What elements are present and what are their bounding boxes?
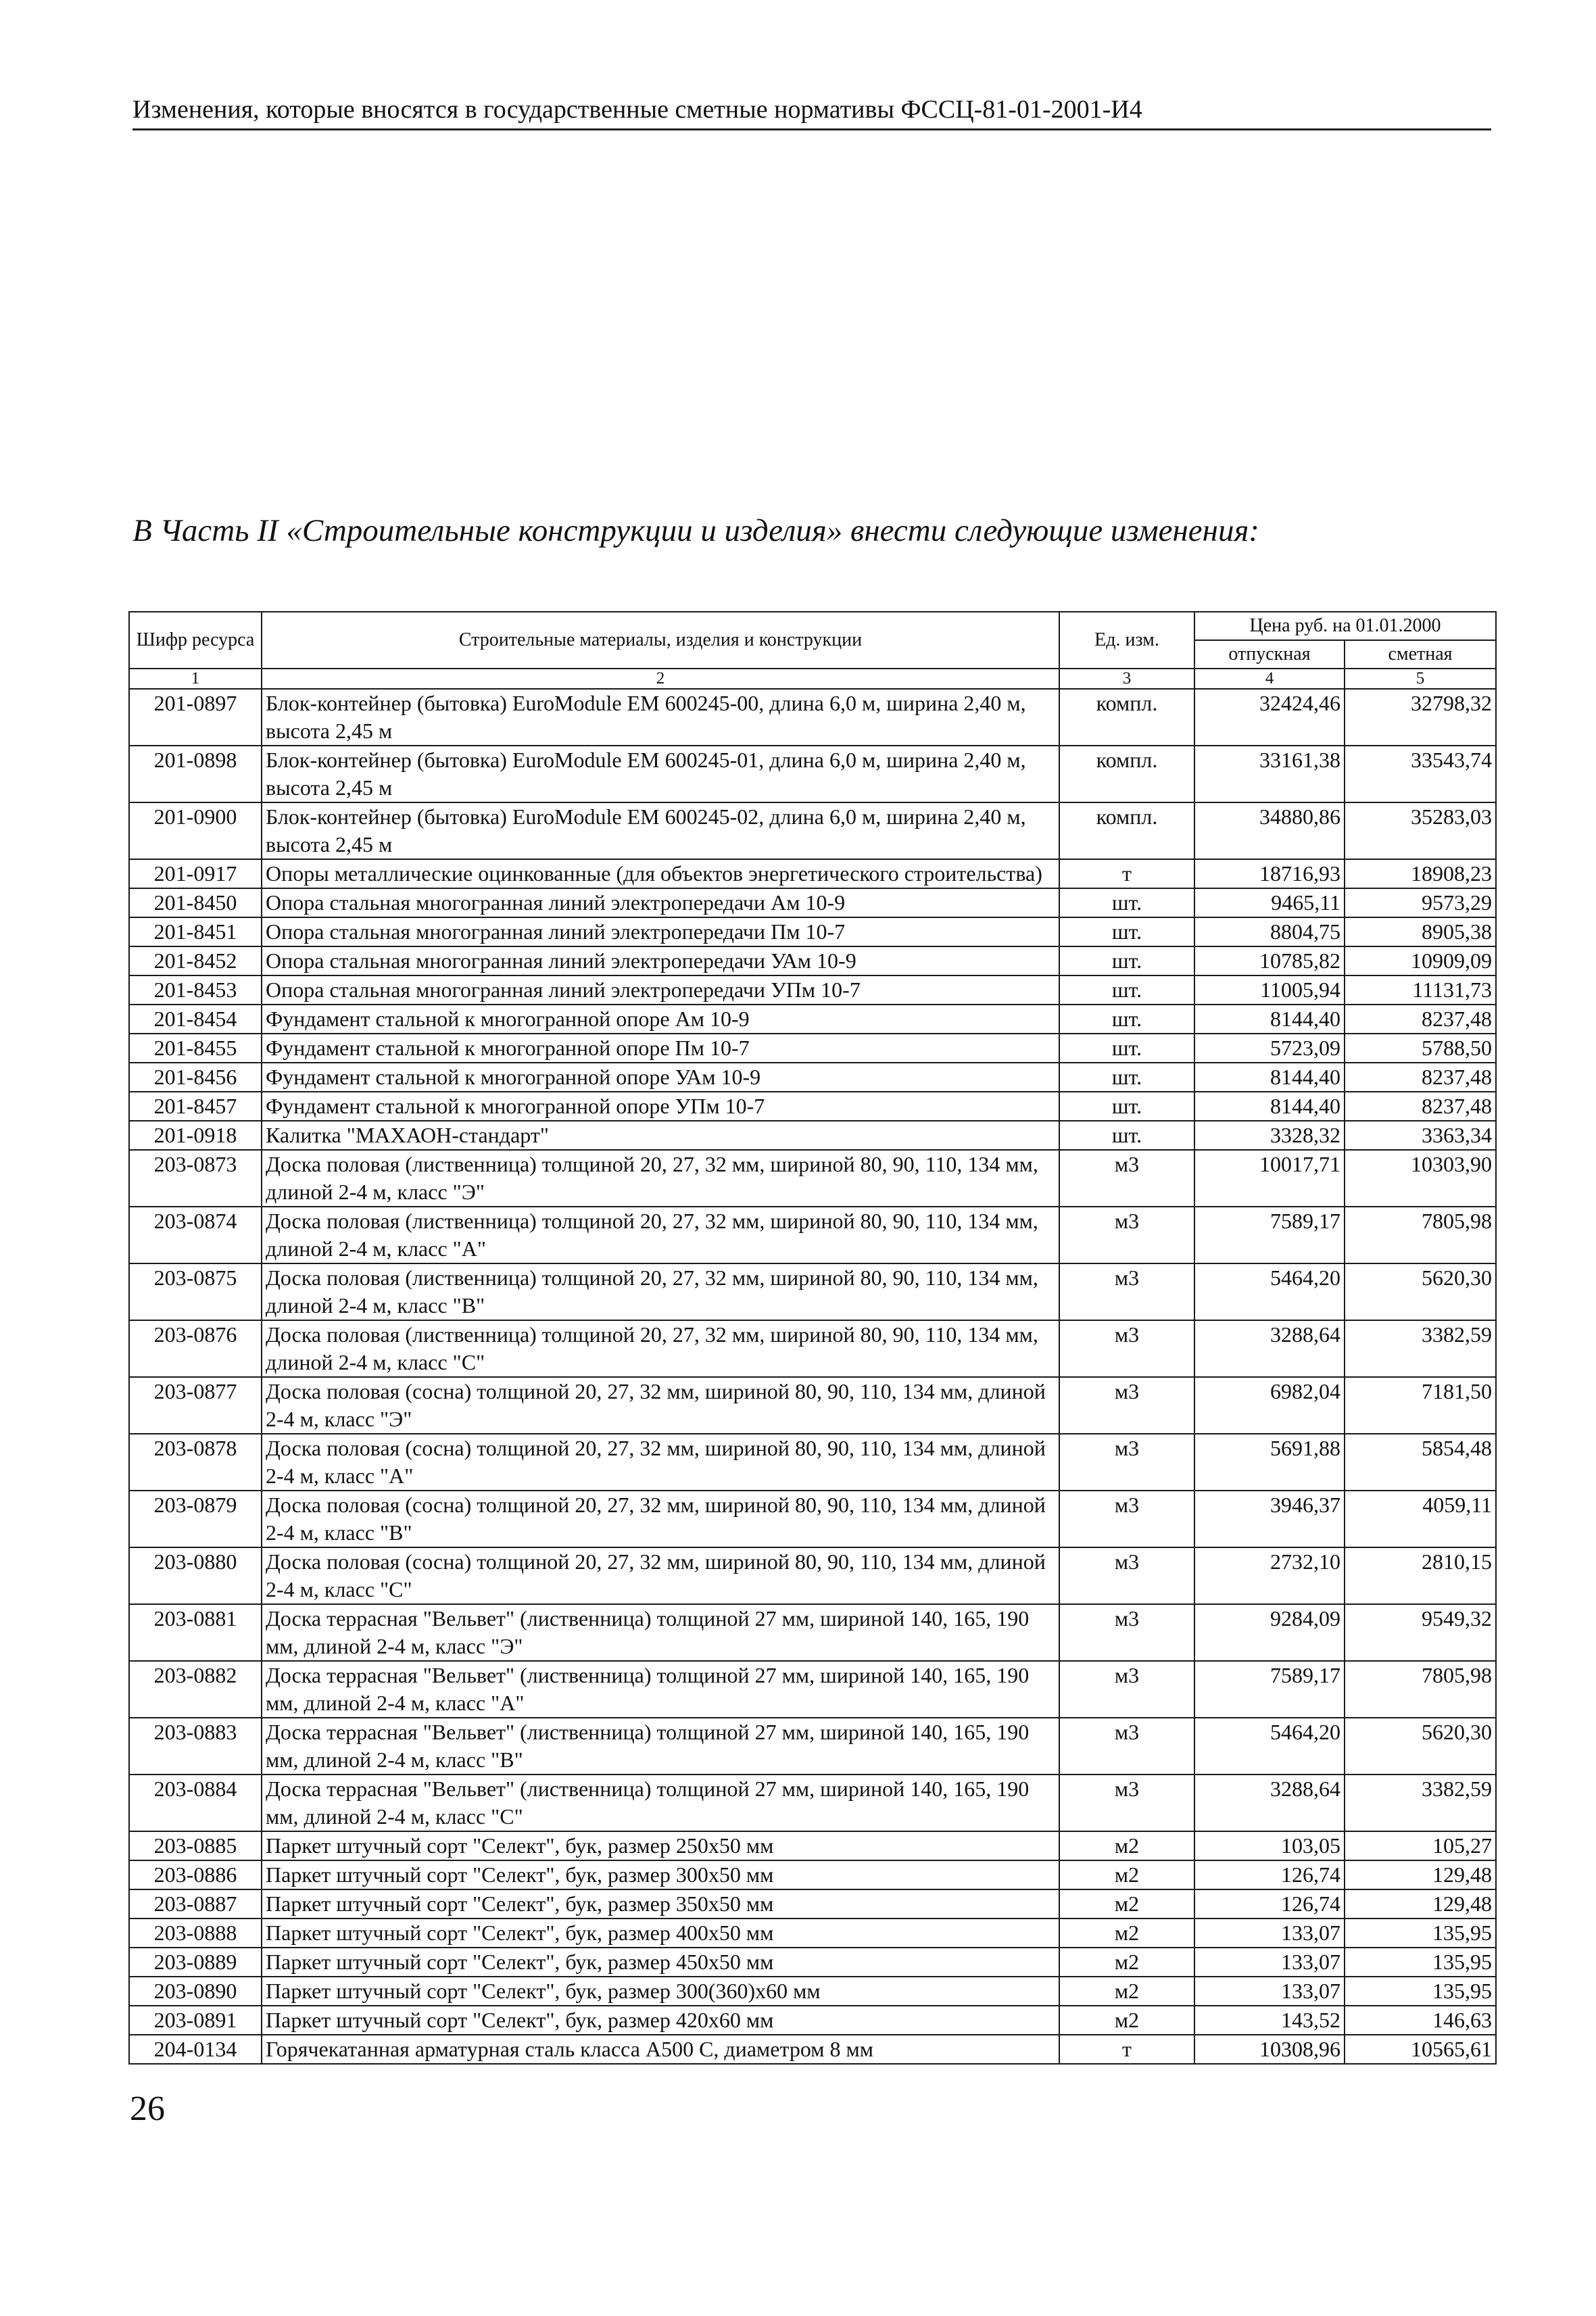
header-code: Шифр ресурса	[129, 612, 262, 669]
resource-code: 203-0880	[129, 1547, 262, 1604]
resource-code: 201-0917	[129, 859, 262, 888]
estimate-price: 5854,48	[1345, 1434, 1496, 1491]
table-row	[129, 1092, 1496, 1121]
estimate-price: 10303,90	[1345, 1150, 1496, 1207]
item-name: Блок-контейнер (бытовка) EuroModule EM 600245-02, длина 6,0 м, ширина 2,40 м, высота 2,45 м	[262, 802, 1059, 859]
table-row	[129, 888, 1496, 917]
item-name: Паркет штучный сорт "Селект", бук, размер 300(360)х60 мм	[262, 1977, 1059, 2006]
estimate-price: 129,48	[1345, 1889, 1496, 1919]
wholesale-price: 133,07	[1194, 1919, 1345, 1948]
estimate-price: 105,27	[1345, 1831, 1496, 1860]
estimate-price: 3363,34	[1345, 1121, 1496, 1150]
table-row	[129, 1860, 1496, 1889]
table-row	[129, 1121, 1496, 1150]
estimate-price: 3382,59	[1345, 1320, 1496, 1377]
unit-cell: м3	[1059, 1775, 1194, 1831]
resource-code: 201-8453	[129, 975, 262, 1005]
wholesale-price: 6982,04	[1194, 1377, 1345, 1434]
unit-cell: шт.	[1059, 1092, 1194, 1121]
unit-cell: м3	[1059, 1604, 1194, 1661]
estimate-price: 32798,32	[1345, 689, 1496, 746]
table-row	[129, 1150, 1496, 1207]
unit-cell: шт.	[1059, 888, 1194, 917]
wholesale-price: 10785,82	[1194, 946, 1345, 975]
item-name: Блок-контейнер (бытовка) EuroModule EM 600245-00, длина 6,0 м, ширина 2,40 м, высота 2,45 м	[262, 689, 1059, 746]
table-row	[129, 1491, 1496, 1547]
unit-cell: м2	[1059, 2006, 1194, 2035]
wholesale-price: 3288,64	[1194, 1775, 1345, 1831]
item-name: Фундамент стальной к многогранной опоре УАм 10-9	[262, 1063, 1059, 1092]
header-estimate: сметная	[1345, 640, 1496, 669]
resource-code: 203-0883	[129, 1718, 262, 1775]
unit-cell: м3	[1059, 1661, 1194, 1718]
item-name: Доска половая (сосна) толщиной 20, 27, 32 мм, шириной 80, 90, 110, 134 мм, длиной 2-4 м, класс "Э"	[262, 1377, 1059, 1434]
table-row	[129, 917, 1496, 946]
wholesale-price: 18716,93	[1194, 859, 1345, 888]
wholesale-price: 33161,38	[1194, 746, 1345, 802]
table-row	[129, 975, 1496, 1005]
estimate-price: 7805,98	[1345, 1661, 1496, 1718]
column-number: 1	[129, 669, 262, 689]
wholesale-price: 5691,88	[1194, 1434, 1345, 1491]
item-name: Доска террасная "Вельвет" (лиственница) толщиной 27 мм, шириной 140, 165, 190 мм, длиной 2-4 м, класс "С"	[262, 1775, 1059, 1831]
item-name: Доска террасная "Вельвет" (лиственница) толщиной 27 мм, шириной 140, 165, 190 мм, длиной 2-4 м, класс "В"	[262, 1718, 1059, 1775]
resource-code: 203-0875	[129, 1263, 262, 1320]
resource-code: 203-0888	[129, 1919, 262, 1948]
unit-cell: м3	[1059, 1377, 1194, 1434]
estimate-price: 135,95	[1345, 1919, 1496, 1948]
resource-code: 201-0897	[129, 689, 262, 746]
table-row	[129, 1547, 1496, 1604]
resource-code: 203-0881	[129, 1604, 262, 1661]
table-row	[129, 1919, 1496, 1948]
estimate-price: 7805,98	[1345, 1207, 1496, 1263]
item-name: Доска половая (лиственница) толщиной 20, 27, 32 мм, шириной 80, 90, 110, 134 мм, длиной 2-4 м, класс "С"	[262, 1320, 1059, 1377]
table-row	[129, 1948, 1496, 1977]
resource-code: 201-8457	[129, 1092, 262, 1121]
item-name: Доска половая (лиственница) толщиной 20, 27, 32 мм, шириной 80, 90, 110, 134 мм, длиной 2-4 м, класс "А"	[262, 1207, 1059, 1263]
estimate-price: 35283,03	[1345, 802, 1496, 859]
item-name: Опоры металлические оцинкованные (для объектов энергетического строительства)	[262, 859, 1059, 888]
unit-cell: м3	[1059, 1434, 1194, 1491]
wholesale-price: 10017,71	[1194, 1150, 1345, 1207]
estimate-price: 146,63	[1345, 2006, 1496, 2035]
resource-code: 201-8450	[129, 888, 262, 917]
estimate-price: 7181,50	[1345, 1377, 1496, 1434]
unit-cell: м3	[1059, 1718, 1194, 1775]
table-row	[129, 1377, 1496, 1434]
table-row	[129, 1661, 1496, 1718]
resource-code: 201-0898	[129, 746, 262, 802]
wholesale-price: 143,52	[1194, 2006, 1345, 2035]
wholesale-price: 103,05	[1194, 1831, 1345, 1860]
table-row	[129, 946, 1496, 975]
item-name: Фундамент стальной к многогранной опоре УПм 10-7	[262, 1092, 1059, 1121]
table-row	[129, 1718, 1496, 1775]
item-name: Опора стальная многогранная линий электропередачи УАм 10-9	[262, 946, 1059, 975]
unit-cell: компл.	[1059, 746, 1194, 802]
item-name: Горячекатанная арматурная сталь класса А500 С, диаметром 8 мм	[262, 2035, 1059, 2064]
resource-code: 203-0879	[129, 1491, 262, 1547]
unit-cell: шт.	[1059, 1063, 1194, 1092]
table-row	[129, 1005, 1496, 1034]
page-header: Изменения, которые вносятся в государственные сметные нормативы ФССЦ-81-01-2001-И4	[132, 93, 1491, 130]
estimate-price: 5620,30	[1345, 1263, 1496, 1320]
wholesale-price: 5464,20	[1194, 1263, 1345, 1320]
estimate-price: 5788,50	[1345, 1034, 1496, 1063]
unit-cell: шт.	[1059, 1121, 1194, 1150]
column-number-row	[129, 669, 1496, 689]
item-name: Паркет штучный сорт "Селект", бук, размер 450х50 мм	[262, 1948, 1059, 1977]
header-unit: Ед. изм.	[1059, 612, 1194, 669]
resource-code: 203-0882	[129, 1661, 262, 1718]
item-name: Блок-контейнер (бытовка) EuroModule EM 600245-01, длина 6,0 м, ширина 2,40 м, высота 2,45 м	[262, 746, 1059, 802]
resource-code: 203-0877	[129, 1377, 262, 1434]
resource-code: 203-0886	[129, 1860, 262, 1889]
header-wholesale: отпускная	[1194, 640, 1345, 669]
unit-cell: м2	[1059, 1889, 1194, 1919]
wholesale-price: 3328,32	[1194, 1121, 1345, 1150]
resource-code: 203-0891	[129, 2006, 262, 2035]
table-row	[129, 1889, 1496, 1919]
unit-cell: т	[1059, 2035, 1194, 2064]
estimate-price: 135,95	[1345, 1977, 1496, 2006]
wholesale-price: 133,07	[1194, 1977, 1345, 2006]
column-number: 5	[1345, 669, 1496, 689]
wholesale-price: 8804,75	[1194, 917, 1345, 946]
item-name: Доска террасная "Вельвет" (лиственница) толщиной 27 мм, шириной 140, 165, 190 мм, длиной 2-4 м, класс "А"	[262, 1661, 1059, 1718]
estimate-price: 129,48	[1345, 1860, 1496, 1889]
unit-cell: шт.	[1059, 917, 1194, 946]
price-table	[128, 611, 1497, 2065]
estimate-price: 9573,29	[1345, 888, 1496, 917]
table-header	[129, 612, 1496, 689]
resource-code: 203-0878	[129, 1434, 262, 1491]
estimate-price: 5620,30	[1345, 1718, 1496, 1775]
estimate-price: 11131,73	[1345, 975, 1496, 1005]
resource-code: 204-0134	[129, 2035, 262, 2064]
wholesale-price: 7589,17	[1194, 1661, 1345, 1718]
table-row	[129, 2006, 1496, 2035]
table-row	[129, 1604, 1496, 1661]
resource-code: 201-0900	[129, 802, 262, 859]
item-name: Опора стальная многогранная линий электропередачи Пм 10-7	[262, 917, 1059, 946]
item-name: Паркет штучный сорт "Селект", бук, размер 420х60 мм	[262, 2006, 1059, 2035]
table-row	[129, 1434, 1496, 1491]
estimate-price: 3382,59	[1345, 1775, 1496, 1831]
table-row	[129, 1063, 1496, 1092]
column-number: 4	[1194, 669, 1345, 689]
wholesale-price: 8144,40	[1194, 1092, 1345, 1121]
resource-code: 203-0889	[129, 1948, 262, 1977]
section-title: В Часть II «Строительные конструкции и изделия» внести следующие изменения:	[132, 513, 1259, 548]
table-row	[129, 689, 1496, 746]
column-number: 2	[262, 669, 1059, 689]
unit-cell: м3	[1059, 1207, 1194, 1263]
unit-cell: шт.	[1059, 975, 1194, 1005]
item-name: Паркет штучный сорт "Селект", бук, размер 300х50 мм	[262, 1860, 1059, 1889]
table-row	[129, 802, 1496, 859]
table-row	[129, 1977, 1496, 2006]
wholesale-price: 5464,20	[1194, 1718, 1345, 1775]
unit-cell: м3	[1059, 1547, 1194, 1604]
item-name: Калитка "МАХАОН-стандарт"	[262, 1121, 1059, 1150]
unit-cell: м3	[1059, 1150, 1194, 1207]
wholesale-price: 8144,40	[1194, 1063, 1345, 1092]
wholesale-price: 126,74	[1194, 1889, 1345, 1919]
estimate-price: 8237,48	[1345, 1063, 1496, 1092]
estimate-price: 10565,61	[1345, 2035, 1496, 2064]
table-row	[129, 1207, 1496, 1263]
resource-code: 201-8455	[129, 1034, 262, 1063]
wholesale-price: 5723,09	[1194, 1034, 1345, 1063]
estimate-price: 33543,74	[1345, 746, 1496, 802]
wholesale-price: 9284,09	[1194, 1604, 1345, 1661]
unit-cell: м3	[1059, 1320, 1194, 1377]
resource-code: 201-8451	[129, 917, 262, 946]
item-name: Фундамент стальной к многогранной опоре Пм 10-7	[262, 1034, 1059, 1063]
wholesale-price: 7589,17	[1194, 1207, 1345, 1263]
estimate-price: 18908,23	[1345, 859, 1496, 888]
column-number: 3	[1059, 669, 1194, 689]
resource-code: 203-0874	[129, 1207, 262, 1263]
item-name: Паркет штучный сорт "Селект", бук, размер 350х50 мм	[262, 1889, 1059, 1919]
resource-code: 201-8456	[129, 1063, 262, 1092]
wholesale-price: 34880,86	[1194, 802, 1345, 859]
table-row	[129, 1831, 1496, 1860]
unit-cell: шт.	[1059, 946, 1194, 975]
resource-code: 203-0885	[129, 1831, 262, 1860]
table-row	[129, 1320, 1496, 1377]
unit-cell: м3	[1059, 1263, 1194, 1320]
estimate-price: 8237,48	[1345, 1005, 1496, 1034]
wholesale-price: 3946,37	[1194, 1491, 1345, 1547]
unit-cell: компл.	[1059, 802, 1194, 859]
resource-code: 203-0887	[129, 1889, 262, 1919]
estimate-price: 8237,48	[1345, 1092, 1496, 1121]
item-name: Доска половая (лиственница) толщиной 20, 27, 32 мм, шириной 80, 90, 110, 134 мм, длиной 2-4 м, класс "В"	[262, 1263, 1059, 1320]
wholesale-price: 2732,10	[1194, 1547, 1345, 1604]
table-row	[129, 1263, 1496, 1320]
resource-code: 201-8452	[129, 946, 262, 975]
item-name: Паркет штучный сорт "Селект", бук, размер 400х50 мм	[262, 1919, 1059, 1948]
resource-code: 201-0918	[129, 1121, 262, 1150]
estimate-price: 135,95	[1345, 1948, 1496, 1977]
item-name: Доска половая (сосна) толщиной 20, 27, 32 мм, шириной 80, 90, 110, 134 мм, длиной 2-4 м, класс "А"	[262, 1434, 1059, 1491]
wholesale-price: 8144,40	[1194, 1005, 1345, 1034]
unit-cell: м2	[1059, 1860, 1194, 1889]
unit-cell: м2	[1059, 1919, 1194, 1948]
unit-cell: компл.	[1059, 689, 1194, 746]
unit-cell: м3	[1059, 1491, 1194, 1547]
wholesale-price: 133,07	[1194, 1948, 1345, 1977]
table-body	[129, 689, 1496, 2064]
wholesale-price: 32424,46	[1194, 689, 1345, 746]
table-row	[129, 1775, 1496, 1831]
wholesale-price: 11005,94	[1194, 975, 1345, 1005]
unit-cell: м2	[1059, 1948, 1194, 1977]
unit-cell: м2	[1059, 1977, 1194, 2006]
table-row	[129, 859, 1496, 888]
resource-code: 201-8454	[129, 1005, 262, 1034]
estimate-price: 10909,09	[1345, 946, 1496, 975]
unit-cell: шт.	[1059, 1034, 1194, 1063]
item-name: Доска половая (лиственница) толщиной 20, 27, 32 мм, шириной 80, 90, 110, 134 мм, длиной 2-4 м, класс "Э"	[262, 1150, 1059, 1207]
resource-code: 203-0884	[129, 1775, 262, 1831]
table-row	[129, 746, 1496, 802]
estimate-price: 4059,11	[1345, 1491, 1496, 1547]
resource-code: 203-0876	[129, 1320, 262, 1377]
wholesale-price: 3288,64	[1194, 1320, 1345, 1377]
unit-cell: т	[1059, 859, 1194, 888]
item-name: Опора стальная многогранная линий электропередачи Ам 10-9	[262, 888, 1059, 917]
wholesale-price: 9465,11	[1194, 888, 1345, 917]
item-name: Доска половая (сосна) толщиной 20, 27, 32 мм, шириной 80, 90, 110, 134 мм, длиной 2-4 м, класс "В"	[262, 1491, 1059, 1547]
item-name: Доска половая (сосна) толщиной 20, 27, 32 мм, шириной 80, 90, 110, 134 мм, длиной 2-4 м, класс "С"	[262, 1547, 1059, 1604]
unit-cell: м2	[1059, 1831, 1194, 1860]
page-number: 26	[130, 2090, 165, 2128]
header-price-group: Цена руб. на 01.01.2000	[1194, 612, 1496, 640]
estimate-price: 9549,32	[1345, 1604, 1496, 1661]
item-name: Опора стальная многогранная линий электропередачи УПм 10-7	[262, 975, 1059, 1005]
resource-code: 203-0890	[129, 1977, 262, 2006]
estimate-price: 8905,38	[1345, 917, 1496, 946]
estimate-price: 2810,15	[1345, 1547, 1496, 1604]
unit-cell: шт.	[1059, 1005, 1194, 1034]
table-row	[129, 2035, 1496, 2064]
resource-code: 203-0873	[129, 1150, 262, 1207]
wholesale-price: 10308,96	[1194, 2035, 1345, 2064]
item-name: Доска террасная "Вельвет" (лиственница) толщиной 27 мм, шириной 140, 165, 190 мм, длиной 2-4 м, класс "Э"	[262, 1604, 1059, 1661]
header-name: Строительные материалы, изделия и конструкции	[262, 612, 1059, 669]
item-name: Фундамент стальной к многогранной опоре Ам 10-9	[262, 1005, 1059, 1034]
wholesale-price: 126,74	[1194, 1860, 1345, 1889]
table-row	[129, 1034, 1496, 1063]
item-name: Паркет штучный сорт "Селект", бук, размер 250х50 мм	[262, 1831, 1059, 1860]
